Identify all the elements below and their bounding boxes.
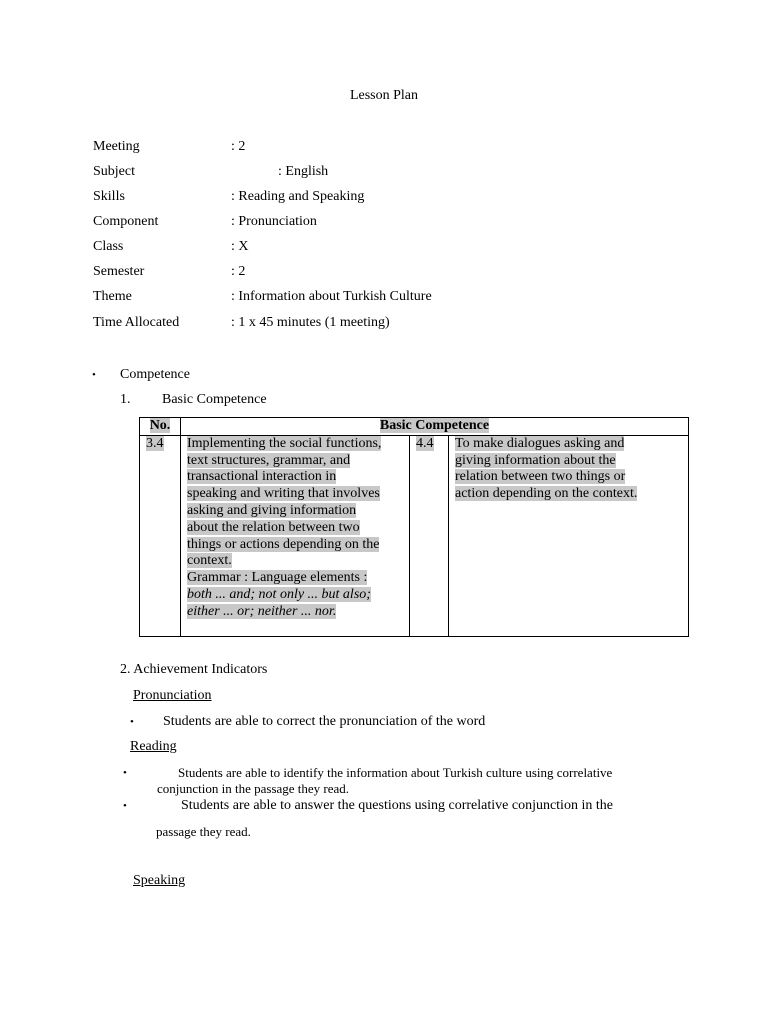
- cell-left-text: Implementing the social functions, text structures, grammar, and transactional interaction in speaking and writing that involves asking and giving information about the relation between two things or actions depending on the context. Grammar : Language elements : both ... and; not only ... but also; either ... or; neither ... nor.: [181, 435, 410, 636]
- bullet-icon: •: [130, 716, 134, 728]
- meta-value-theme: : Information about Turkish Culture: [231, 289, 432, 304]
- cell-right-no: 4.4: [410, 435, 449, 636]
- meta-label-theme: Theme: [93, 289, 132, 304]
- meta-value-semester: : 2: [231, 264, 246, 279]
- meta-label-time: Time Allocated: [93, 315, 180, 330]
- page-title: Lesson Plan: [349, 88, 419, 103]
- pronunciation-item: Students are able to correct the pronunciation of the word: [163, 714, 486, 729]
- basic-competence-number: 1.: [120, 392, 131, 407]
- competence-heading: Competence: [120, 367, 190, 382]
- table-header-row: [140, 418, 689, 436]
- meta-value-component: : Pronunciation: [231, 214, 317, 229]
- reading-item-2-line-1: Students are able to answer the questions using correlative conjunction in the: [181, 798, 613, 813]
- meta-value-meeting: : 2: [231, 139, 246, 154]
- meta-label-subject: Subject: [93, 164, 135, 179]
- meta-label-semester: Semester: [93, 264, 145, 279]
- meta-value-subject: : English: [278, 164, 329, 179]
- basic-competence-heading: Basic Competence: [162, 392, 267, 407]
- table-header-basic-competence: Basic Competence: [181, 418, 689, 436]
- meta-value-class: : X: [231, 239, 249, 254]
- meta-value-skills: : Reading and Speaking: [231, 189, 365, 204]
- meta-label-skills: Skills: [93, 189, 125, 204]
- table-header-no: No.: [140, 418, 181, 436]
- speaking-heading: Speaking: [133, 873, 186, 888]
- meta-value-time: : 1 x 45 minutes (1 meeting): [231, 315, 390, 330]
- bullet-icon: •: [123, 800, 127, 812]
- achievement-heading: 2. Achievement Indicators: [120, 662, 268, 677]
- meta-label-class: Class: [93, 239, 124, 254]
- pronunciation-heading: Pronunciation: [133, 688, 212, 703]
- cell-left-no: 3.4: [140, 435, 181, 636]
- reading-item-2-line-2: passage they read.: [156, 824, 251, 839]
- table-row: [140, 435, 689, 636]
- meta-label-meeting: Meeting: [93, 139, 140, 154]
- reading-heading: Reading: [130, 739, 177, 754]
- meta-label-component: Component: [93, 214, 159, 229]
- reading-item-1-line-2: conjunction in the passage they read.: [157, 781, 350, 796]
- basic-competence-table: [139, 417, 689, 637]
- reading-item-1-line-1: Students are able to identify the information about Turkish culture using correlative: [178, 765, 613, 780]
- cell-right-text: To make dialogues asking and giving information about the relation between two things or action depending on the context.: [449, 435, 689, 636]
- bullet-icon: •: [92, 369, 96, 381]
- bullet-icon: •: [123, 767, 127, 779]
